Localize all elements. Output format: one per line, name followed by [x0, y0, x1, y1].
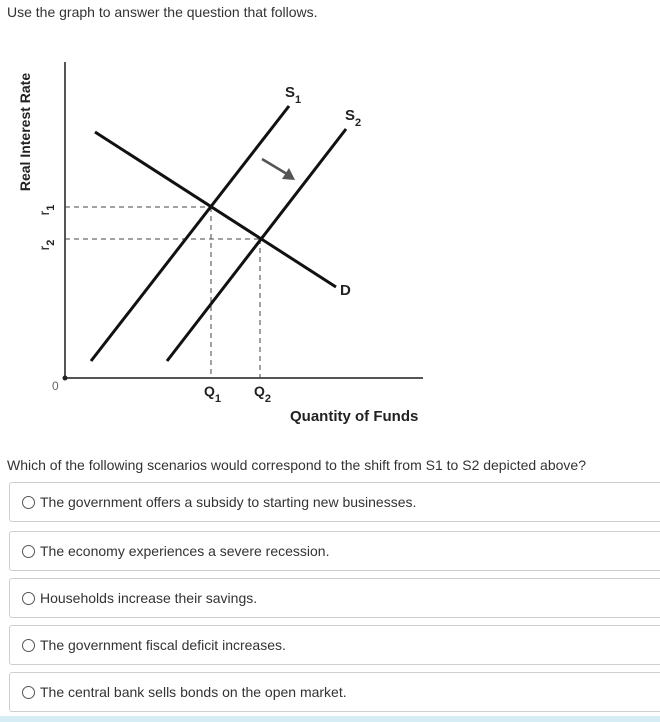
origin-dot [63, 376, 68, 381]
instruction-text: Use the graph to answer the question that follows. [7, 4, 318, 20]
r1-label [36, 205, 57, 216]
shift-arrow-head [282, 168, 295, 180]
radio-button[interactable] [22, 686, 35, 699]
radio-button[interactable] [22, 592, 35, 605]
x-axis-label: Quantity of Funds [290, 408, 419, 425]
s2-label: $S_2$ [345, 107, 362, 129]
radio-button[interactable] [22, 545, 35, 558]
question-text: Which of the following scenarios would correspond to the shift from S1 to S2 depicted above? [7, 457, 586, 473]
bottom-bar [0, 716, 660, 722]
answer-option-2[interactable] [9, 531, 660, 571]
r2-label [36, 240, 57, 251]
supply-curve-s2 [167, 129, 346, 361]
radio-button[interactable] [22, 639, 35, 652]
supply-curve-s1 [91, 106, 289, 361]
answer-option-label: The government offers a subsidy to starting new businesses. [40, 494, 417, 510]
graph-svg [6, 40, 443, 433]
q2-label: $Q_2$ [254, 383, 272, 405]
svg-text:r2: $r_2$ [36, 239, 57, 251]
s1-label: $S_1$ [285, 84, 302, 106]
answer-option-5[interactable] [9, 672, 660, 712]
q1-label: $Q_1$ [204, 383, 222, 405]
answer-option-3[interactable] [9, 578, 660, 618]
svg-text:r1: $r_1$ [36, 204, 57, 216]
origin-label: 0 [52, 379, 59, 393]
shift-arrow-shaft [262, 159, 287, 174]
answer-option-label: The central bank sells bonds on the open market. [40, 684, 347, 700]
y-axis-label: Real Interest Rate [17, 72, 33, 192]
loanable-funds-graph [6, 40, 443, 433]
answer-option-1[interactable] [9, 482, 660, 522]
d-label: D [340, 282, 351, 299]
radio-button[interactable] [22, 496, 35, 509]
answer-option-4[interactable] [9, 625, 660, 665]
answer-option-label: Households increase their savings. [40, 590, 258, 606]
answer-option-label: The economy experiences a severe recession. [40, 543, 330, 559]
answer-option-label: The government fiscal deficit increases. [40, 637, 286, 653]
demand-curve [95, 132, 336, 287]
